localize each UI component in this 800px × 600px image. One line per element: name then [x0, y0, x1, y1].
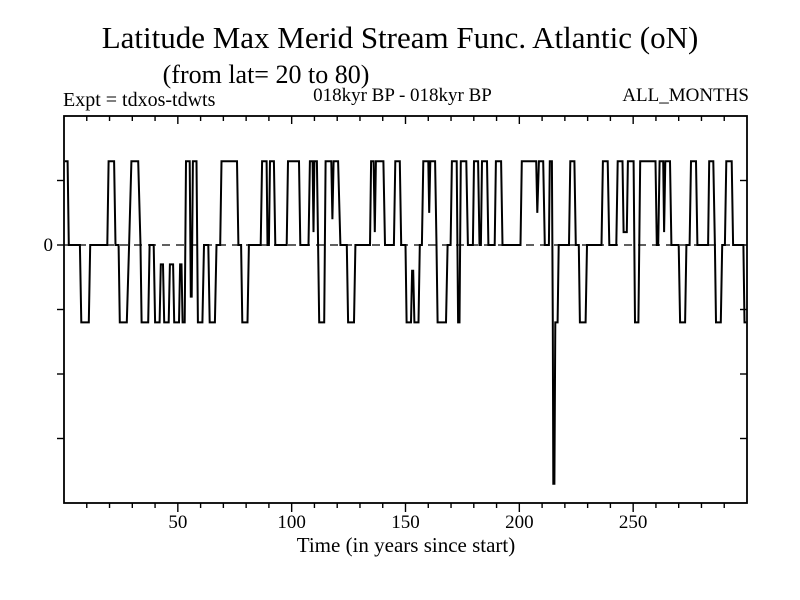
x-tick-label: 150: [391, 512, 420, 533]
experiment-label: Expt = tdxos-tdwts: [63, 89, 216, 111]
x-tick-label: 200: [505, 512, 534, 533]
chart-title: Latitude Max Merid Stream Func. Atlantic (oN): [101, 20, 699, 55]
x-tick-label: 250: [618, 512, 648, 533]
months-label: ALL_MONTHS: [622, 85, 749, 106]
chart-subtitle: (from lat= 20 to 80): [162, 60, 370, 89]
x-axis-label: Time (in years since start): [296, 533, 516, 557]
x-tick-label: 100: [277, 512, 306, 533]
data-series-line: [65, 161, 746, 484]
period-label: 018kyr BP - 018kyr BP: [313, 85, 492, 106]
y-tick-label: 0: [43, 235, 53, 256]
x-tick-label: 50: [168, 512, 188, 533]
